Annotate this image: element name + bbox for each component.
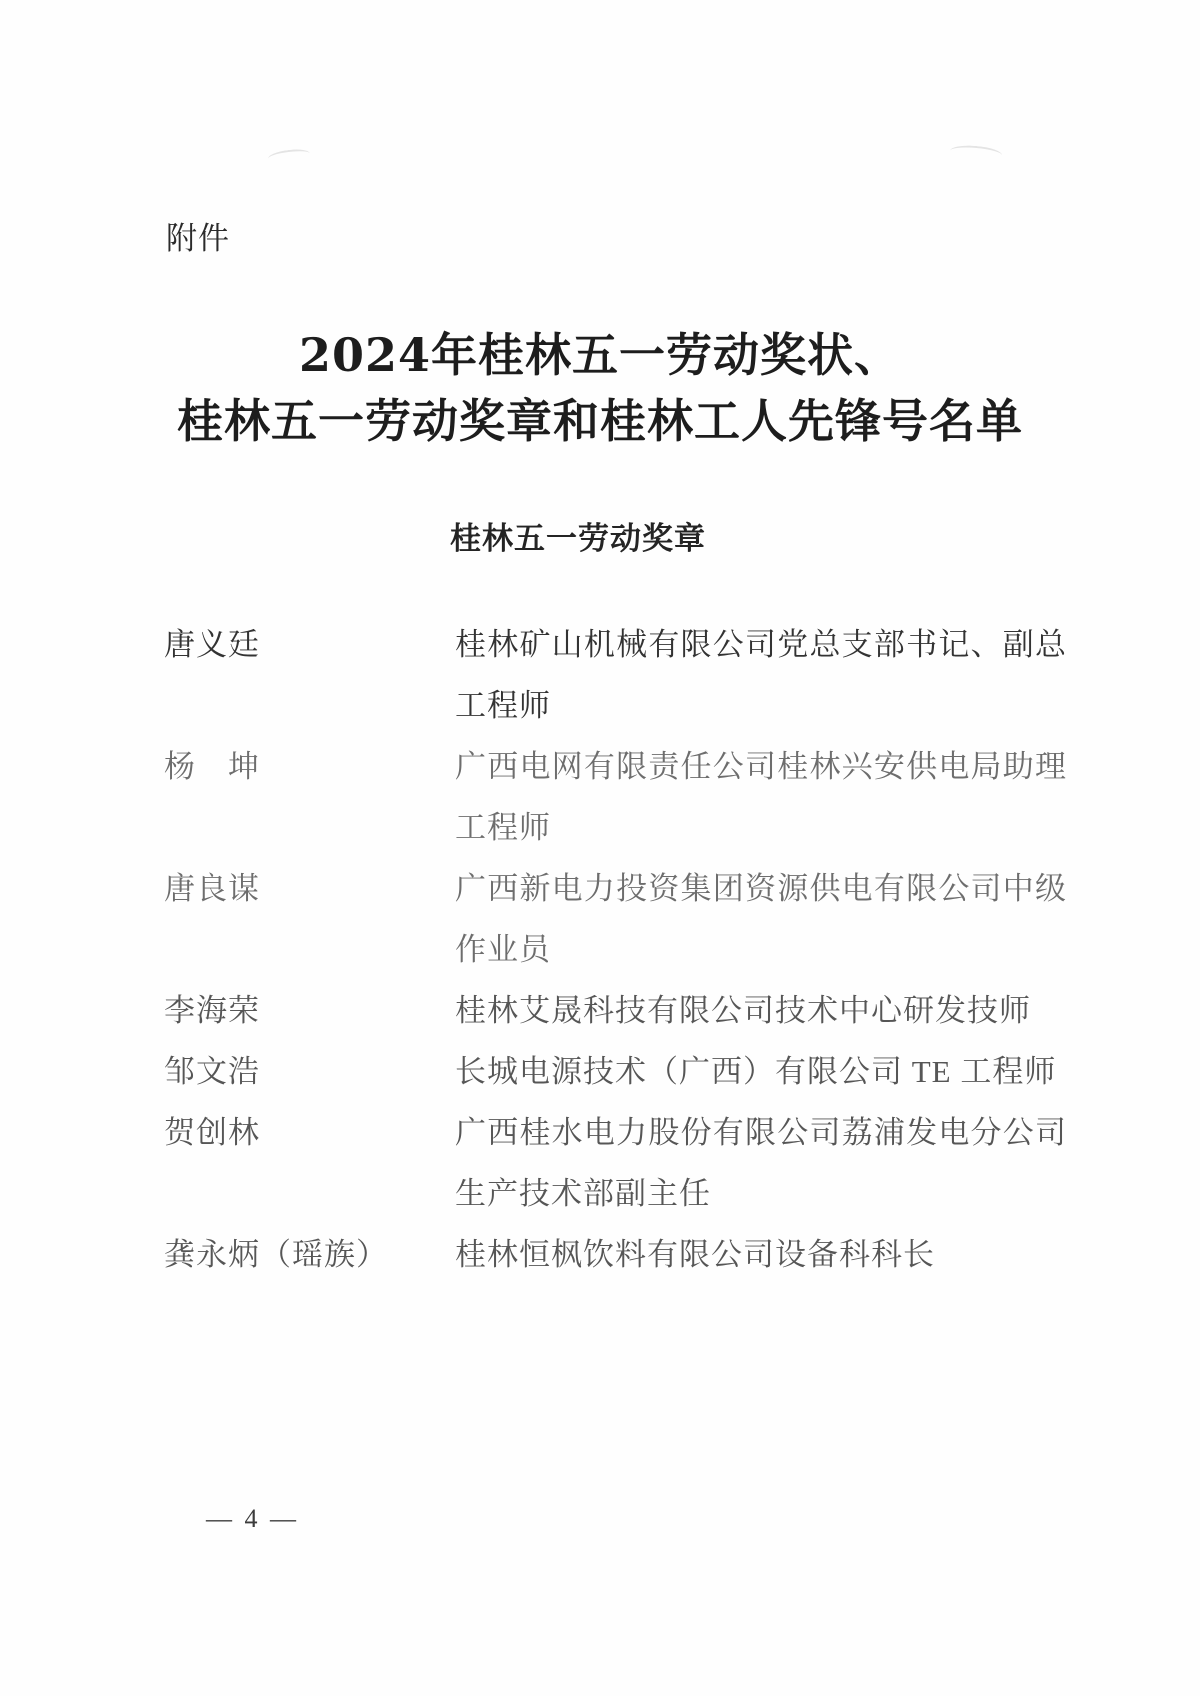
awardee-name: 唐义廷 — [164, 627, 260, 662]
document-title-line-1: 2024年桂林五一劳动奖状、 — [298, 328, 902, 382]
awardee-position: 广西电网有限责任公司桂林兴安供电局助理工程师 — [455, 749, 1067, 845]
awardee-position: 长城电源技术（广西）有限公司 TE 工程师 — [455, 1054, 1057, 1089]
awardee-name: 杨 坤 — [164, 749, 260, 784]
awardee-name: 李海荣 — [164, 993, 260, 1028]
awardee-row — [164, 614, 1069, 736]
awardee-row — [164, 1102, 1069, 1224]
awardee-position: 广西新电力投资集团资源供电有限公司中级作业员 — [455, 871, 1067, 967]
awardee-row — [164, 980, 1069, 1041]
awardee-row — [164, 858, 1069, 980]
scan-smudge — [949, 144, 1002, 162]
awardee-list — [164, 614, 1069, 1285]
page-number: — 4 — — [206, 1504, 299, 1533]
awardee-position: 广西桂水电力股份有限公司荔浦发电分公司生产技术部副主任 — [455, 1115, 1067, 1211]
section-heading: 桂林五一劳动奖章 — [450, 521, 706, 556]
document-title — [0, 322, 1200, 454]
awardee-position: 桂林矿山机械有限公司党总支部书记、副总工程师 — [455, 627, 1067, 723]
awardee-position: 桂林艾晟科技有限公司技术中心研发技师 — [455, 993, 1031, 1028]
awardee-name: 贺创林 — [164, 1115, 260, 1150]
attachment-label: 附件 — [166, 221, 230, 256]
awardee-name: 龚永炳（瑶族） — [164, 1237, 388, 1272]
awardee-position: 桂林恒枫饮料有限公司设备科科长 — [455, 1237, 935, 1272]
document-title-line-2: 桂林五一劳动奖章和桂林工人先锋号名单 — [177, 394, 1023, 448]
awardee-row — [164, 736, 1069, 858]
awardee-row — [164, 1224, 1069, 1285]
awardee-name: 唐良谋 — [164, 871, 260, 906]
awardee-row — [164, 1041, 1069, 1102]
awardee-name: 邹文浩 — [164, 1054, 260, 1089]
scan-smudge — [267, 147, 310, 164]
